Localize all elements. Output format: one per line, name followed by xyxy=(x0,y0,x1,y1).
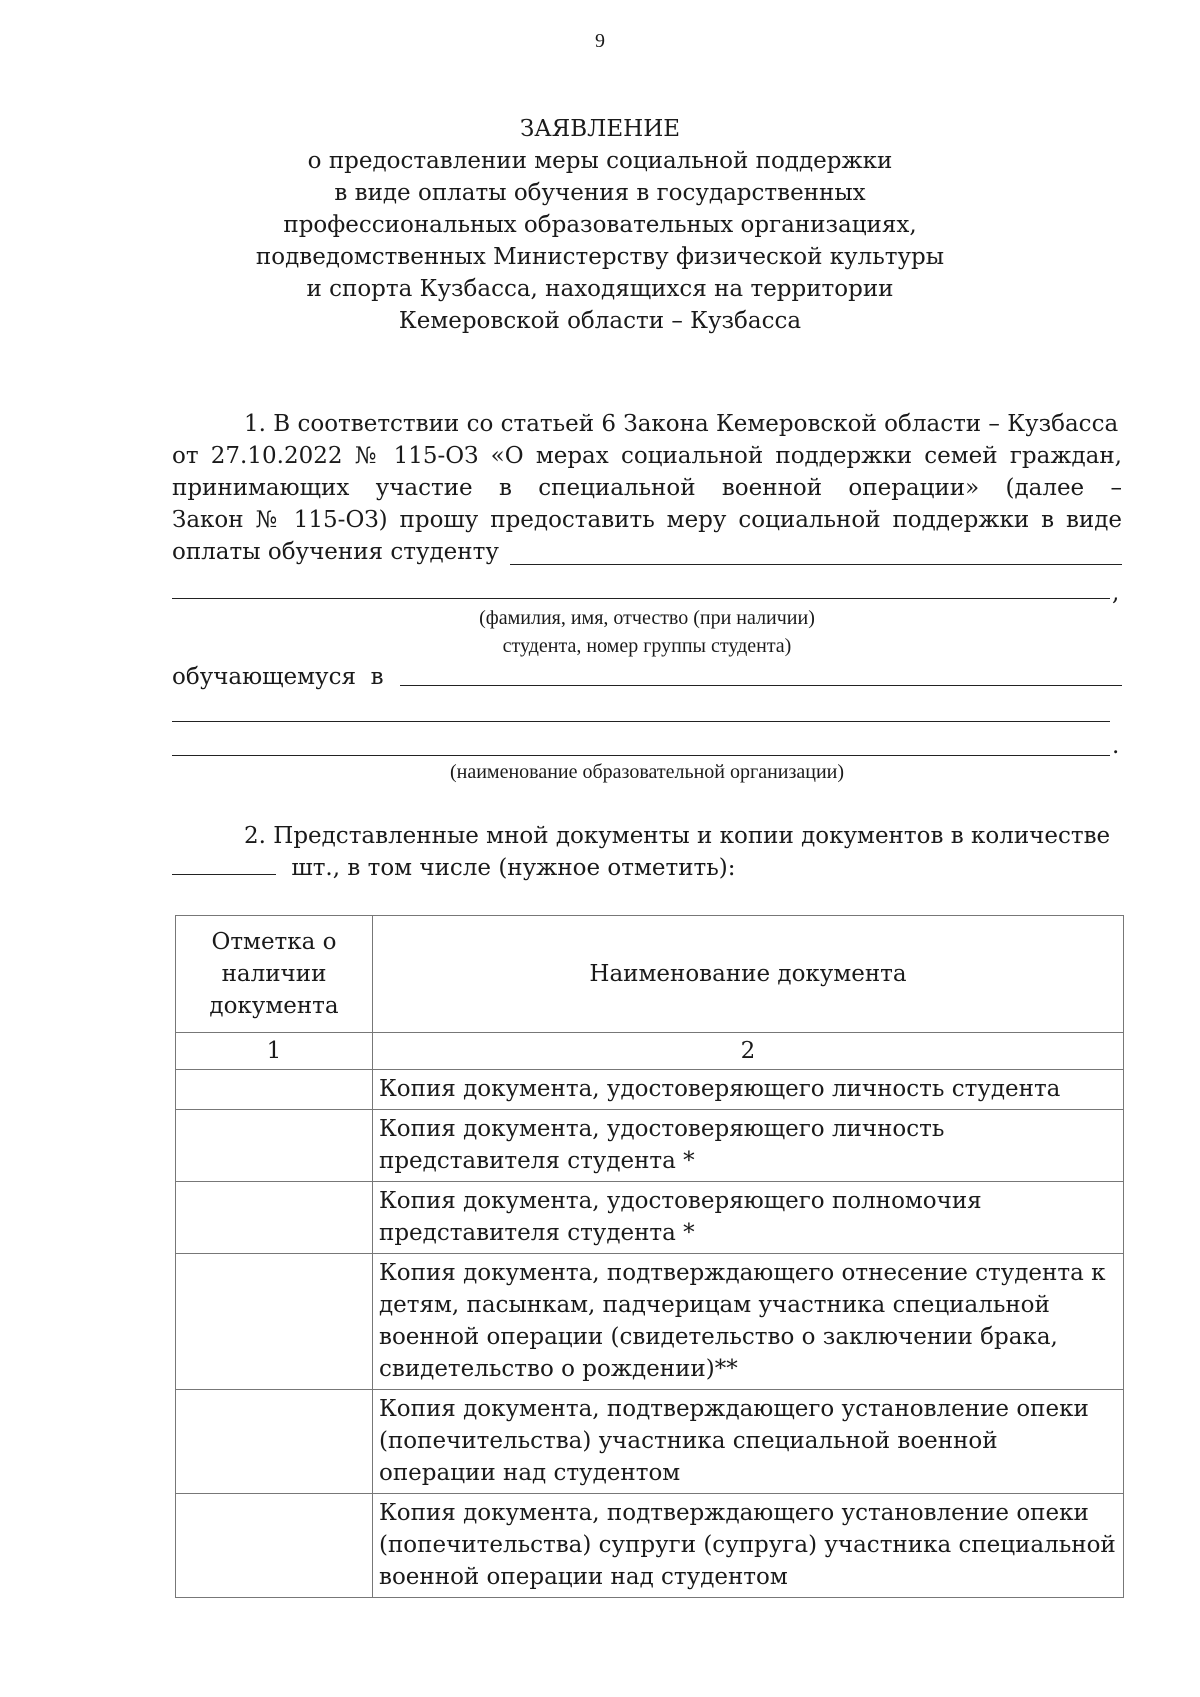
student-caption-line-2: студента, номер группы студента) xyxy=(502,635,792,657)
student-label: оплаты обучения студенту xyxy=(172,539,499,565)
table-row xyxy=(176,1070,1124,1110)
document-name-cell: Копия документа, удостоверяющего личность студента xyxy=(373,1070,1124,1110)
table-row xyxy=(176,1494,1124,1598)
document-mark-cell[interactable] xyxy=(176,1390,373,1494)
document-count-field[interactable] xyxy=(172,854,276,875)
column-number-2: 2 xyxy=(373,1033,1124,1070)
document-title xyxy=(150,113,1050,337)
title-line: о предоставлении меры социальной поддержки xyxy=(307,148,893,174)
section-1-paragraph xyxy=(172,408,1122,568)
documents-table xyxy=(175,915,1124,1598)
table-header-row xyxy=(176,916,1124,1033)
organization-caption: (наименование образовательной организации) xyxy=(449,761,845,783)
section-2-paragraph xyxy=(172,820,1122,884)
document-mark-cell[interactable] xyxy=(176,1110,373,1182)
document-mark-cell[interactable] xyxy=(176,1182,373,1254)
organization-field-continued[interactable] xyxy=(172,721,1110,722)
title-heading: ЗАЯВЛЕНИЕ xyxy=(519,116,681,142)
section-1-line: принимающих участие в специальной военной операции» (далее – xyxy=(172,475,1122,501)
header-mark: Отметка о наличии документа xyxy=(176,916,373,1033)
table-column-number-row xyxy=(176,1033,1124,1070)
header-document-name: Наименование документа xyxy=(373,916,1124,1033)
document-name-cell: Копия документа, удостоверяющего полномочия представителя студента * xyxy=(373,1182,1124,1254)
document-name-cell: Копия документа, подтверждающего отнесение студента к детям, пасынкам, падчерицам участника специальной военной операции (свидетельство о заключении брака, свидетельство о рождении)** xyxy=(373,1254,1124,1390)
title-line: и спорта Кузбасса, находящихся на территории xyxy=(306,276,894,302)
section-1-line: 1. В соответствии со статьей 6 Закона Кемеровской области – Кузбасса xyxy=(244,411,1119,437)
table-row xyxy=(176,1390,1124,1494)
document-name-cell: Копия документа, подтверждающего установление опеки (попечительства) супруги (супруга) участника специальной военной операции над студентом xyxy=(373,1494,1124,1598)
student-name-field-continued[interactable] xyxy=(172,598,1110,599)
comma: , xyxy=(1112,580,1120,606)
student-caption xyxy=(172,604,1122,660)
student-name-field[interactable] xyxy=(510,564,1122,565)
studying-in-label: обучающемуся в xyxy=(172,664,384,690)
document-name-cell: Копия документа, подтверждающего установление опеки (попечительства) участника специальной военной операции над студентом xyxy=(373,1390,1124,1494)
table-row xyxy=(176,1182,1124,1254)
document-mark-cell[interactable] xyxy=(176,1494,373,1598)
page-number: 9 xyxy=(595,30,605,52)
table-row xyxy=(176,1110,1124,1182)
period: . xyxy=(1112,733,1120,759)
column-number-1: 1 xyxy=(176,1033,373,1070)
table-row xyxy=(176,1254,1124,1390)
organization-field[interactable] xyxy=(400,685,1122,686)
section-1-line: Закон № 115-ОЗ) прошу предоставить меру социальной поддержки в виде xyxy=(172,507,1122,533)
section-2-line: 2. Представленные мной документы и копии документов в количестве xyxy=(244,823,1111,849)
document-name-cell: Копия документа, удостоверяющего личность представителя студента * xyxy=(373,1110,1124,1182)
title-line: в виде оплаты обучения в государственных xyxy=(334,180,866,206)
organization-field-continued[interactable] xyxy=(172,755,1110,756)
section-1-line: от 27.10.2022 № 115-ОЗ «О мерах социальной поддержки семей граждан, xyxy=(172,443,1122,469)
student-caption-line-1: (фамилия, имя, отчество (при наличии) xyxy=(479,607,815,629)
document-mark-cell[interactable] xyxy=(176,1254,373,1390)
document-mark-cell[interactable] xyxy=(176,1070,373,1110)
title-line: профессиональных образовательных организациях, xyxy=(283,212,917,238)
section-2-suffix: шт., в том числе (нужное отметить): xyxy=(291,855,736,881)
title-line: Кемеровской области – Кузбасса xyxy=(398,308,802,334)
title-line: подведомственных Министерству физической культуры xyxy=(255,244,945,270)
section-2-line-with-field xyxy=(172,852,1122,884)
